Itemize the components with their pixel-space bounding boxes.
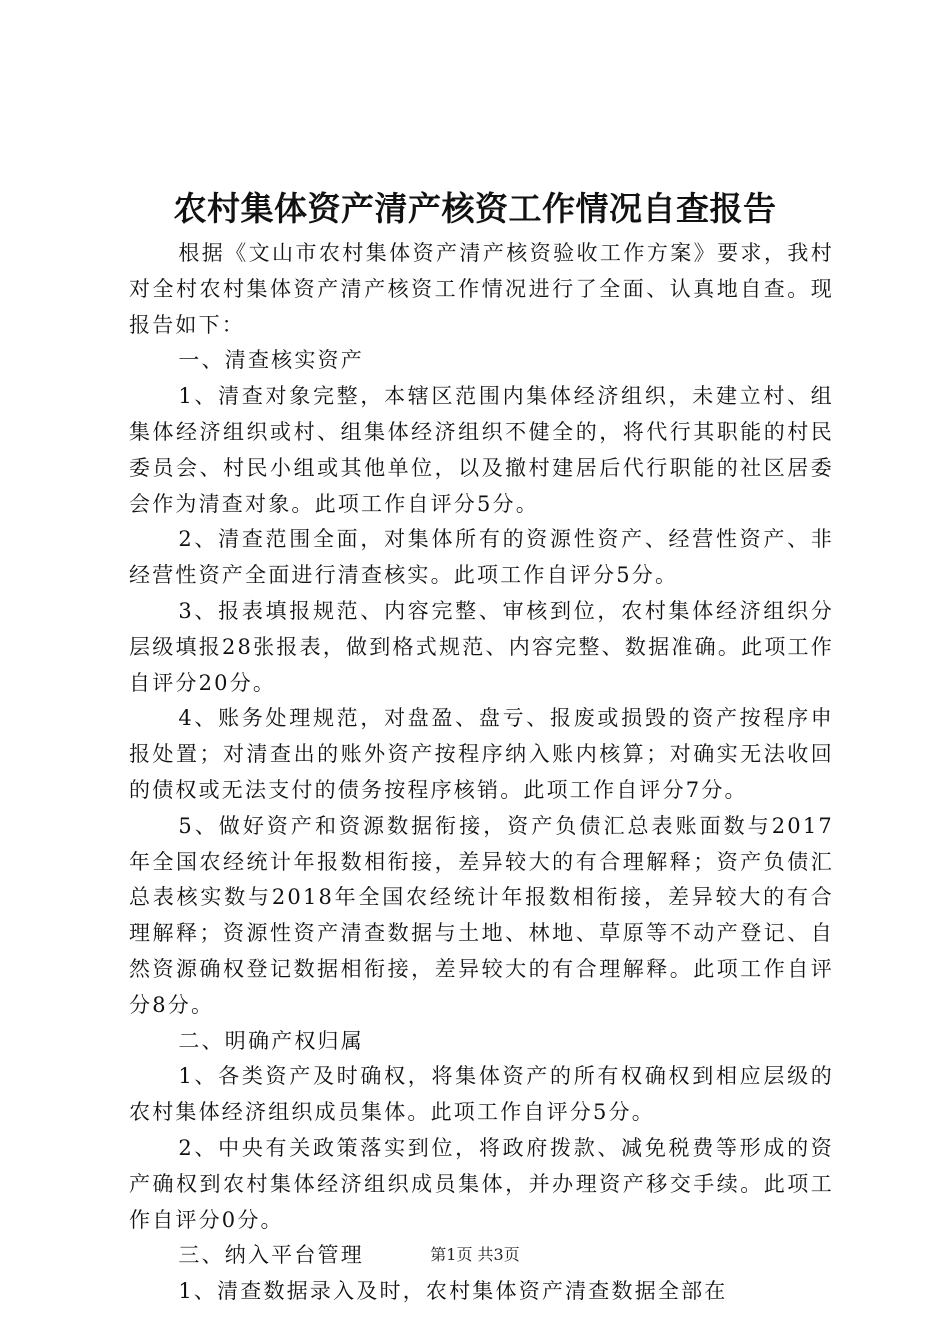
document-title: 农村集体资产清产核资工作情况自查报告 (173, 189, 777, 228)
section3-item-1: 1、清查数据录入及时，农村集体资产清查数据全部在 (178, 1279, 728, 1304)
section-heading-3: 三、纳入平台管理 (178, 1243, 364, 1268)
section2-item-2: 2、中央有关政策落实到位，将政府拨款、减免税费等形成的资产确权到农村集体经济组织成员集体，并办理资产移交手续。此项工作自评分0分。 (129, 1135, 834, 1232)
intro-paragraph: 根据《文山市农村集体资产清产核资验收工作方案》要求，我村对全村农村集体资产清产核资工作情况进行了全面、认真地自查。现报告如下： (129, 241, 834, 337)
section2-item-1: 1、各类资产及时确权，将集体资产的所有权确权到相应层级的农村集体经济组织成员集体。此项工作自评分5分。 (129, 1064, 834, 1125)
section-heading-2: 二、明确产权归属 (178, 1028, 364, 1053)
section-heading-1: 一、清查核实资产 (178, 348, 364, 373)
section1-item-3: 3、报表填报规范、内容完整、审核到位，农村集体经济组织分层级填报28张报表，做到格式规范、内容完整、数据准确。此项工作自评分20分。 (129, 598, 834, 695)
section1-item-4: 4、账务处理规范，对盘盈、盘亏、报废或损毁的资产按程序申报处置；对清查出的账外资产按程序纳入账内核算；对确实无法收回的债权或无法支付的债务按程序核销。此项工作自评分7分。 (129, 706, 834, 802)
section1-item-2: 2、清查范围全面，对集体所有的资源性资产、经营性资产、非经营性资产全面进行清查核实。此项工作自评分5分。 (129, 527, 834, 588)
page-footer (0, 1243, 950, 1267)
section1-item-1: 1、清查对象完整，本辖区范围内集体经济组织，未建立村、组集体经济组织或村、组集体经济组织不健全的，将代行其职能的村民委员会、村民小组或其他单位，以及撤村建居后代行职能的社区居委会作为清查对象。此项工作自评分5分。 (129, 384, 834, 516)
section1-item-5: 5、做好资产和资源数据衔接，资产负债汇总表账面数与2017年全国农经统计年报数相衔接，差异较大的有合理解释；资产负债汇总表核实数与2018年全国农经统计年报数相衔接，差异较大的有合理解释；资源性资产清查数据与土地、林地、草原等不动产登记、自然资源确权登记数据相衔接，差异较大的有合理解释。此项工作自评分8分。 (129, 813, 834, 1017)
page-indicator: 第1页 共3页 (430, 1245, 520, 1264)
document-body (129, 236, 834, 1310)
